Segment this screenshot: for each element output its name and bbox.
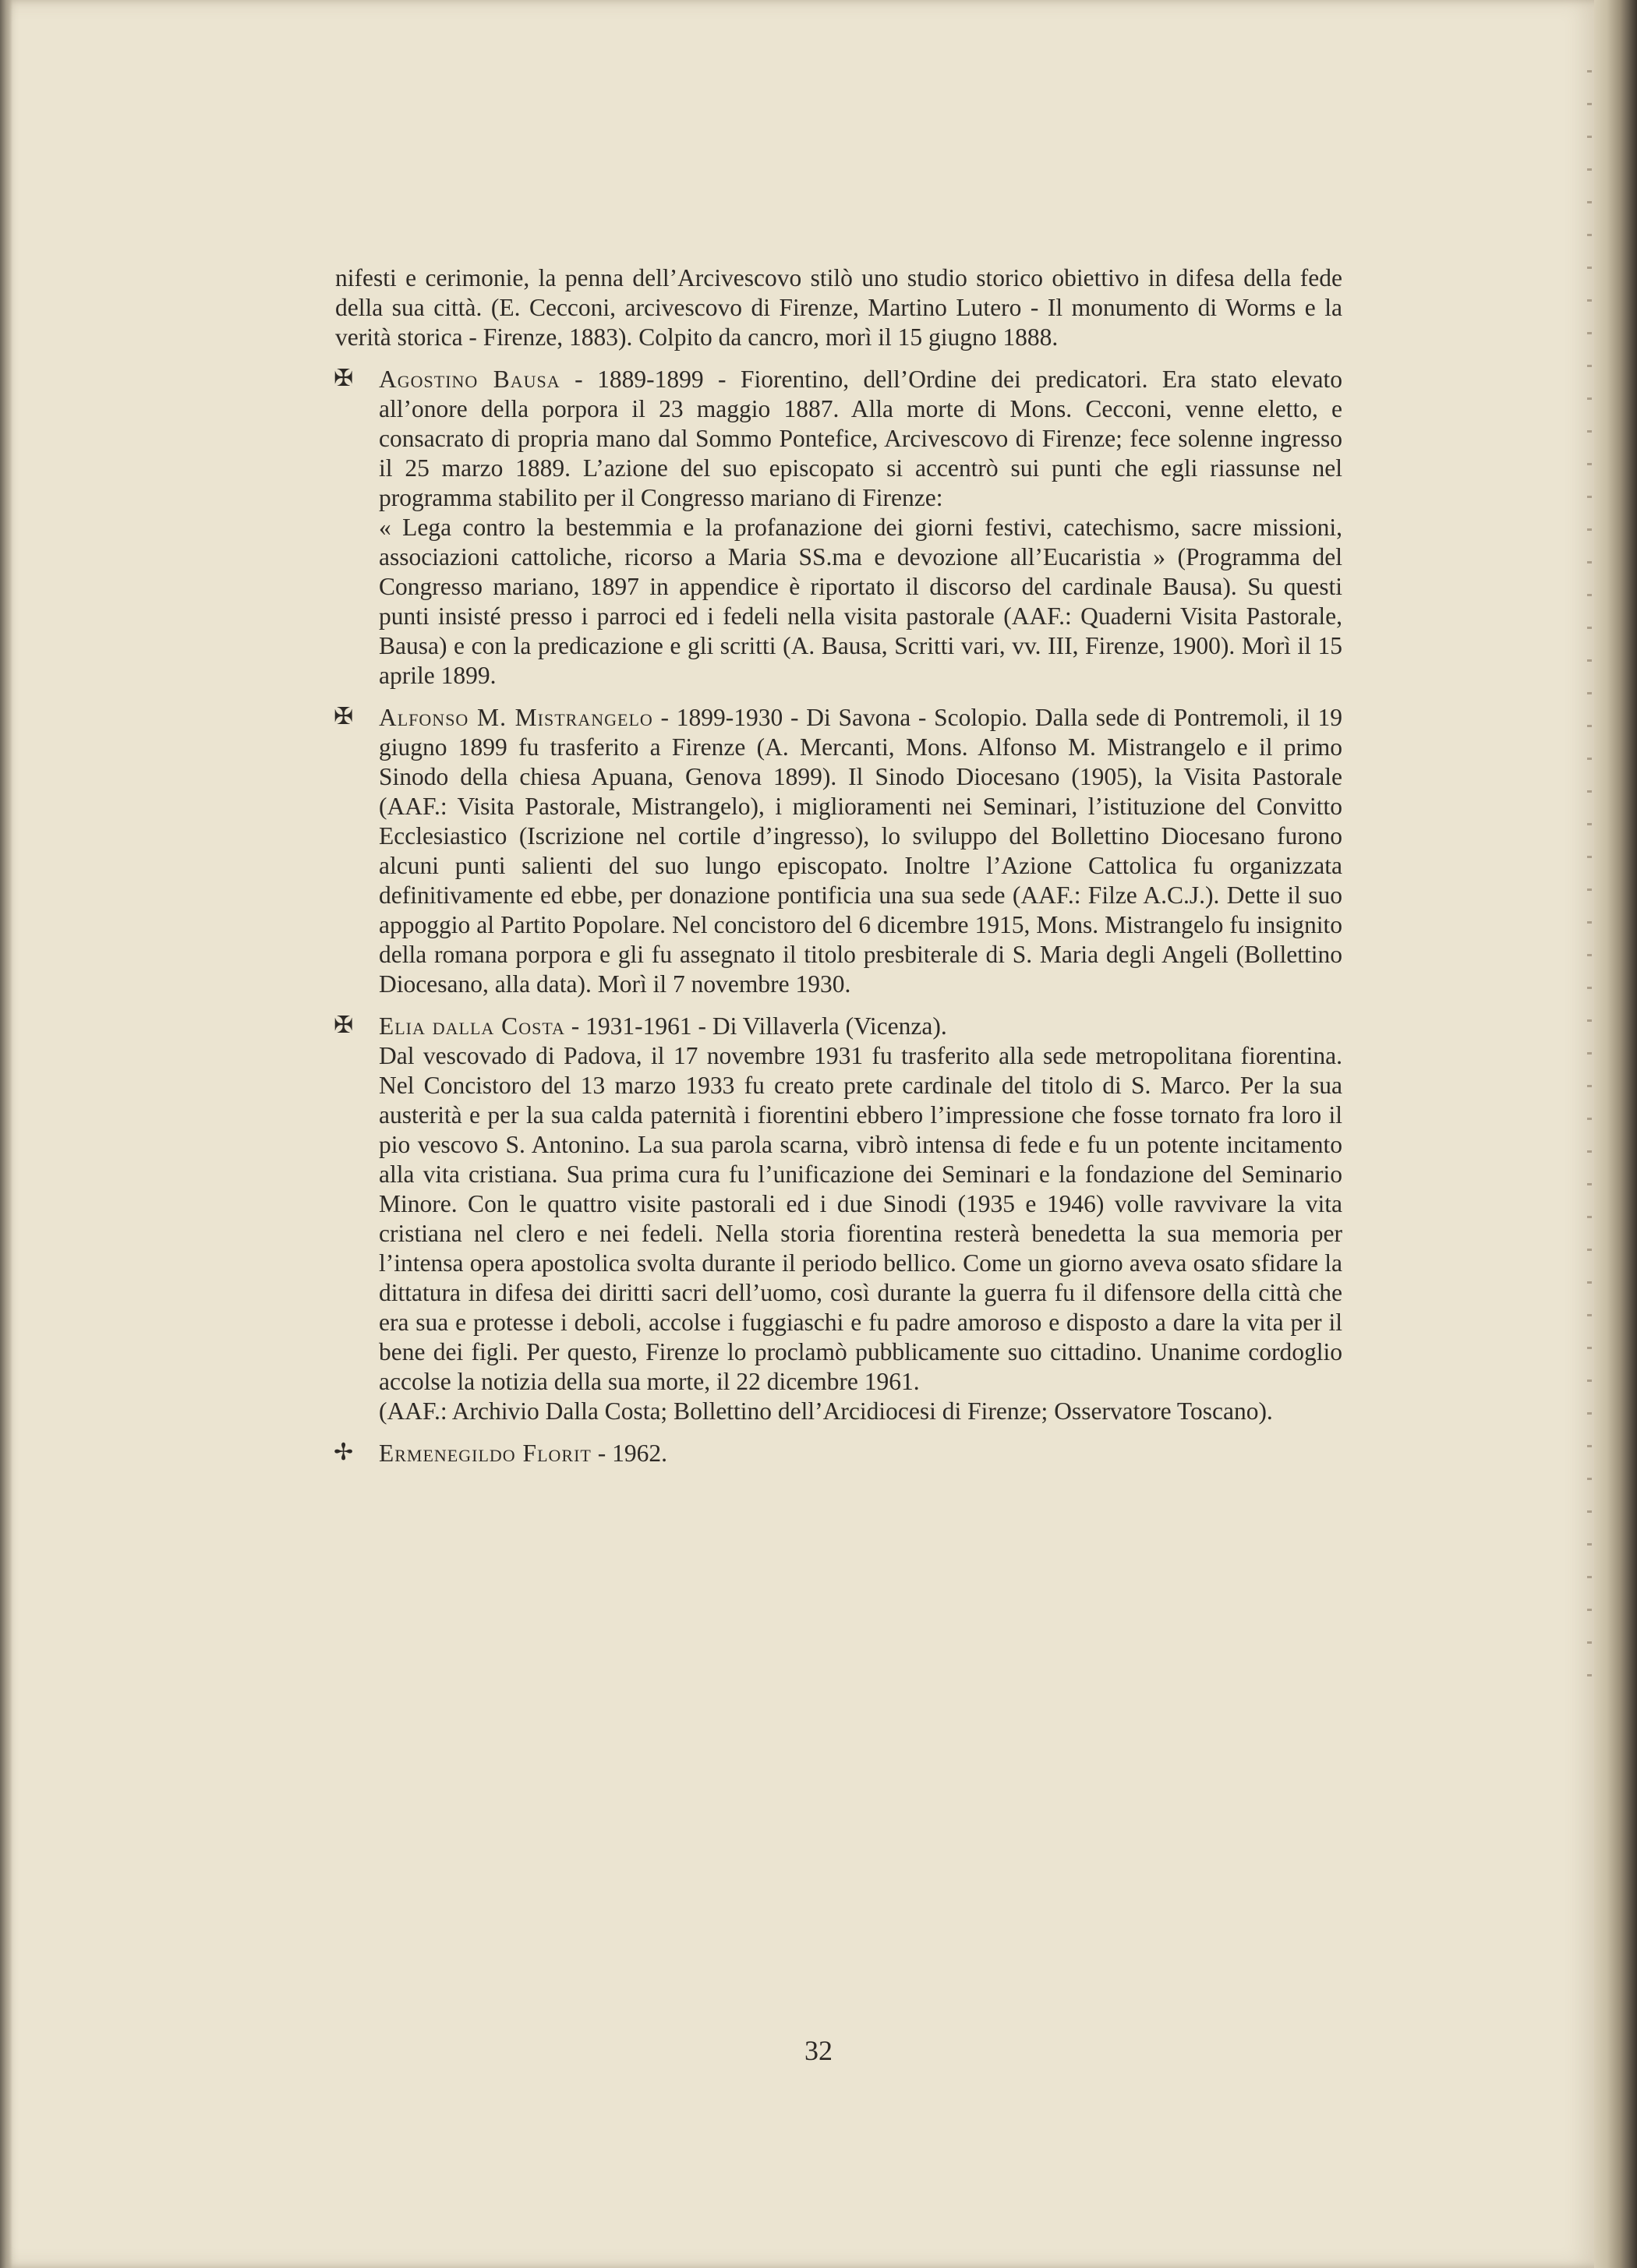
cross-icon: ✢ [334,1439,354,1466]
entry-text: - 1899-1930 - Di Savona - Scolopio. Dalla sede di Pontremoli, il 19 giugno 1899 fu trasferito a Firenze (A. Mercanti, Mons. Alfonso M. Mistrangelo e il primo Sinodo della chiesa Apuana, Genova 1899). Il Sinodo Diocesano (1905), la Visita Pastorale (AAF.: Visita Pastorale, Mistrangelo), i miglioramenti nei Seminari, l’istituzione del Convitto Ecclesiastico (Iscrizione nel cortile d’ingresso), lo sviluppo del Bollettino Diocesano furono alcuni punti salienti del suo lungo episcopato. Inoltre l’Azione Cattolica fu organizzata definitivamente ed ebbe, per donazione pontificia una sua sede (AAF.: Filze A.C.J.). Dette il suo appoggio al Partito Popolare. Nel concistoro del 6 dicembre 1915, Mons. Mistrangelo fu insignito della romana porpora e gli fu assegnato il titolo presbiterale di S. Maria degli Angeli (Bollettino Diocesano, alla data). Morì il 7 novembre 1930. [379,704,1342,998]
archbishop-name: Elia dalla Costa [379,1012,565,1040]
entry-body [379,1439,1342,1468]
archbishop-name: Agostino Bausa [379,366,560,393]
entry-sources: (AAF.: Archivio Dalla Costa; Bollettino dell’Arcidiocesi di Firenze; Osservatore Toscano). [379,1397,1273,1425]
entry-bausa [335,365,1342,691]
entry-text: - 1931-1961 - Di Villaverla (Vicenza). [564,1012,947,1040]
cross-icon: ✠ [334,1012,354,1039]
intro-paragraph: nifesti e cerimonie, la penna dell’Arcivescovo stilò uno studio storico obiettivo in difesa della fede della sua città. (E. Cecconi, arcivescovo di Firenze, Martino Lutero - Il monumento di Worms e la verità storica - Firenze, 1883). Colpito da cancro, morì il 15 giugno 1888. [335,264,1342,351]
entry-florit [335,1439,1342,1468]
entry-quote: « Lega contro la bestemmia e la profanazione dei giorni festivi, catechismo, sacre missioni, associazioni cattoliche, ricorso a Maria SS.ma e devozione all’Eucaristia » (Programma del Congresso mariano, 1897 in appendice è riportato il discorso del cardinale Bausa). Su questi punti insisté presso i parroci ed i fedeli nella visita pastorale (AAF.: Quaderni Visita Pastorale, Bausa) e con la predicazione e gli scritti (A. Bausa, Scritti vari, vv. III, Firenze, 1900). Morì il 15 aprile 1899. [379,514,1342,689]
page-edge-marks [1587,70,1592,1707]
entry-body [379,1012,1342,1426]
cross-icon: ✠ [334,365,354,392]
page-edge [1594,0,1637,2268]
entry-body [379,365,1342,691]
archbishop-name: Alfonso M. Mistrangelo [379,704,653,731]
entry-text: - 1889-1899 - Fiorentino, dell’Ordine dei predicatori. Era stato elevato all’onore della porpora il 23 maggio 1887. Alla morte di Mons. Cecconi, venne eletto, e consacrato di propria mano dal Sommo Pontefice, Arcivescovo di Firenze; fece solenne ingresso il 25 marzo 1889. L’azione del suo episcopato si accentrò sui punti che egli riassunse nel programma stabilito per il Congresso mariano di Firenze: [379,366,1342,511]
archbishop-name: Ermenegildo Florit [379,1440,592,1467]
entry-body [379,703,1342,999]
main-text [335,263,1342,1468]
entry-biography: Dal vescovado di Padova, il 17 novembre 1931 fu trasferito alla sede metropolitana fiorentina. Nel Concistoro del 13 marzo 1933 fu creato prete cardinale del titolo di S. Marco. Per la sua austerità e per la sua calda paternità i fiorentini ebbero l’impressione che fosse tornato fra loro il pio vescovo S. Antonino. La sua parola scarna, vibrò intensa di fede e fu un potente incitamento alla vita cristiana. Sua prima cura fu l’unificazione dei Seminari e la fondazione del Seminario Minore. Con le quattro visite pastorali ed i due Sinodi (1935 e 1946) volle ravvivare la vita cristiana nel clero e nei fedeli. Nella storia fiorentina resterà benedetta la sua memoria per l’intensa opera apostolica svolta durante il periodo bellico. Come un giorno aveva osato sfidare la dittatura in difesa dei diritti sacri dell’uomo, così durante la guerra fu il difensore della città che era sua e protesse i deboli, accolse i fuggiaschi e fu padre amoroso e disposto a dare la vita per il bene dei figli. Per questo, Firenze lo proclamò pubblicamente suo cittadino. Unanime cordoglio accolse la notizia della sua morte, il 22 dicembre 1961. [379,1042,1342,1395]
entry-dalla-costa [335,1012,1342,1426]
entry-text: - 1962. [591,1440,667,1467]
page-number: 32 [804,2035,833,2066]
entry-mistrangelo [335,703,1342,999]
binding-shadow [0,0,12,2268]
cross-icon: ✠ [334,703,354,730]
